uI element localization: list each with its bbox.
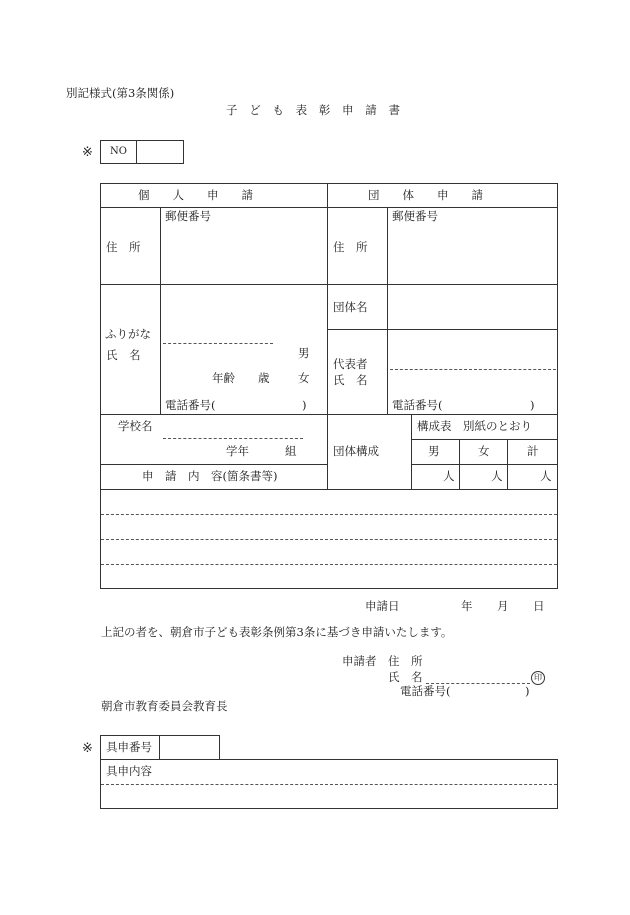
age-unit: 歳 [258,371,270,385]
applicant-phone-label: 電話番号( [400,684,451,698]
month-label: 月 [497,599,509,613]
group-name-field[interactable] [388,286,556,328]
furigana-label: ふりがな [105,327,151,341]
number-field[interactable] [160,736,219,759]
group-postal-label: 郵便番号 [392,209,438,223]
applicant-address-label: 住 所 [388,654,423,668]
statement-text: 上記の者を、朝倉市子ども表彰条例第3条に基づき申請いたします。 [101,625,453,639]
individual-heading: 個 人 申 請 [138,188,253,202]
individual-name-label: 氏 名 [106,348,141,362]
applicant-phone-close: ) [525,684,530,698]
composition-male: 男 [428,444,440,458]
bottom-content-label: 具申内容 [106,764,152,778]
reference-mark: ※ [82,145,93,160]
year-label: 年 [461,599,473,613]
grade-label: 学年 [226,444,249,458]
content-field[interactable] [101,490,557,588]
bottom-reference-mark: ※ [82,741,93,756]
no-label: NO [110,146,127,157]
male-option[interactable]: 男 [298,346,310,360]
class-label: 組 [285,444,297,458]
individual-address-label: 住 所 [106,240,141,254]
individual-name-field[interactable] [161,286,301,342]
representative-field[interactable] [388,331,556,367]
applicant-name-label: 氏 名 [388,670,423,684]
number-label: 具申番号 [106,740,152,754]
composition-total: 計 [527,444,539,458]
group-address-label: 住 所 [333,240,368,254]
group-heading: 団 体 申 請 [368,188,483,202]
composition-female: 女 [478,444,490,458]
individual-phone-close: ) [302,398,307,412]
group-phone-label: 電話番号( [392,398,443,412]
form-reference: 別記様式(第3条関係) [66,86,175,100]
age-label: 年齢 [212,371,235,385]
group-phone-close: ) [530,398,535,412]
day-label: 日 [533,599,545,613]
individual-phone-label: 電話番号( [165,398,216,412]
composition-table-label: 構成表 別紙のとおり [417,419,532,433]
bottom-content-field[interactable] [101,785,557,808]
date-label: 申請日 [365,599,400,613]
content-label: 申 請 内 容(箇条書等) [142,469,278,483]
individual-postal-label: 郵便番号 [165,209,211,223]
female-count-unit: 人 [491,469,503,483]
no-input[interactable] [137,141,183,163]
total-count-unit: 人 [540,469,552,483]
seal-mark: 印 [531,671,545,685]
composition-label: 団体構成 [333,444,379,458]
male-count-unit: 人 [443,469,455,483]
school-field[interactable] [161,416,321,438]
individual-address-field[interactable] [161,225,326,283]
representative-name-label: 氏 名 [333,373,368,387]
female-option[interactable]: 女 [298,371,310,385]
representative-label: 代表者 [333,357,368,371]
school-label: 学校名 [118,419,153,433]
addressee: 朝倉市教育委員会教育長 [101,699,228,713]
page-title: 子 ど も 表 彰 申 請 書 [226,103,404,117]
group-address-field[interactable] [388,225,556,283]
applicant-label: 申請者 [342,654,377,668]
group-name-label: 団体名 [333,300,368,314]
